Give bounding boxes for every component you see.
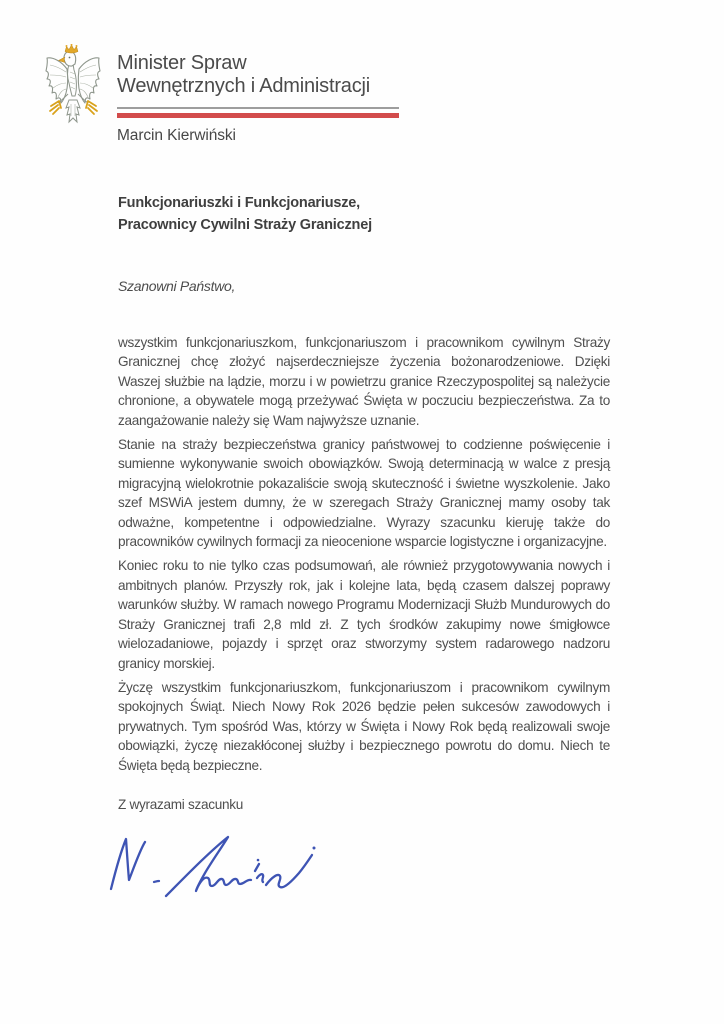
addressee-line2: Pracownicy Cywilni Straży Granicznej: [118, 216, 372, 233]
salutation: Szanowni Państwo,: [118, 278, 236, 294]
ministry-title-line2: Wewnętrznych i Administracji: [117, 74, 371, 97]
ministry-title: [117, 52, 370, 97]
addressee-heading: [118, 193, 610, 236]
flag-divider: [117, 107, 399, 119]
ministry-title-line1: Minister Spraw: [117, 52, 247, 74]
letter-body: [118, 193, 610, 815]
polish-eagle-emblem-icon: [44, 44, 104, 136]
paragraph-3: Koniec roku to nie tylko czas podsumowań, ale również przygotowywania nowych i ambitnych planów. Przyszły rok, jak i kolejne lata, będą czasem dalszej poprawy warunków służby. W ramach nowego Programu Modernizacji Służb Mundurowych do Straży Granicznej trafi 2,8 mld zł. Z tych środków zakupimy nowe śmigłowce wielozadaniowe, pojazdy i sprzęt oraz stworzymy system radarowego nadzoru granicy morskiej.: [118, 558, 610, 671]
closing-formula: Z wyrazami szacunku: [118, 797, 243, 812]
minister-name: Marcin Kierwiński: [117, 127, 236, 144]
addressee-line1: Funkcjonariuszki i Funkcjonariusze,: [118, 195, 360, 211]
flag-divider-red-stripe: [117, 113, 399, 118]
signature-handwriting: [106, 833, 324, 899]
paragraph-4: Życzę wszystkim funkcjonariuszkom, funkcjonariuszom i pracownikom cywilnym spokojnych Świąt. Niech Nowy Rok 2026 będzie pełen sukcesów zawodowych i prywatnych. Tym spośród Was, którzy w Święta i Nowy Rok będą realizowali swoje obowiązki, życzę niezakłóconej służby i bezpiecznego powrotu do domu. Niech te Święta będą bezpieczne.: [118, 679, 610, 773]
paragraph-2: Stanie na straży bezpieczeństwa granicy państwowej to codzienne poświęcenie i sumienne wykonywanie swoich obowiązków. Swoją determinacją w walce z presją migracyjną wielokrotnie pokazaliście swoją skuteczność i świetne wyszkolenie. Jako szef MSWiA jestem dumny, że w szeregach Straży Granicznej mamy osoby tak odważne, kompetentne i odpowiedzialne. Wyrazy szacunku kieruję także do pracowników cywilnych formacji za nieocenione wsparcie logistyczne i organizacyjne.: [118, 436, 610, 549]
paragraph-1: wszystkim funkcjonariuszkom, funkcjonariuszom i pracownikom cywilnym Straży Granicznej chcę złożyć najserdeczniejsze życzenia bożonarodzeniowe. Dzięki Waszej służbie na lądzie, morzu i w powietrzu granice Rzeczypospolitej są należycie chronione, a obywatele mogą przeżywać Święta w poczuciu bezpieczeństwa. Za to zaangażowanie należy się Wam najwyższe uznanie.: [118, 334, 610, 428]
